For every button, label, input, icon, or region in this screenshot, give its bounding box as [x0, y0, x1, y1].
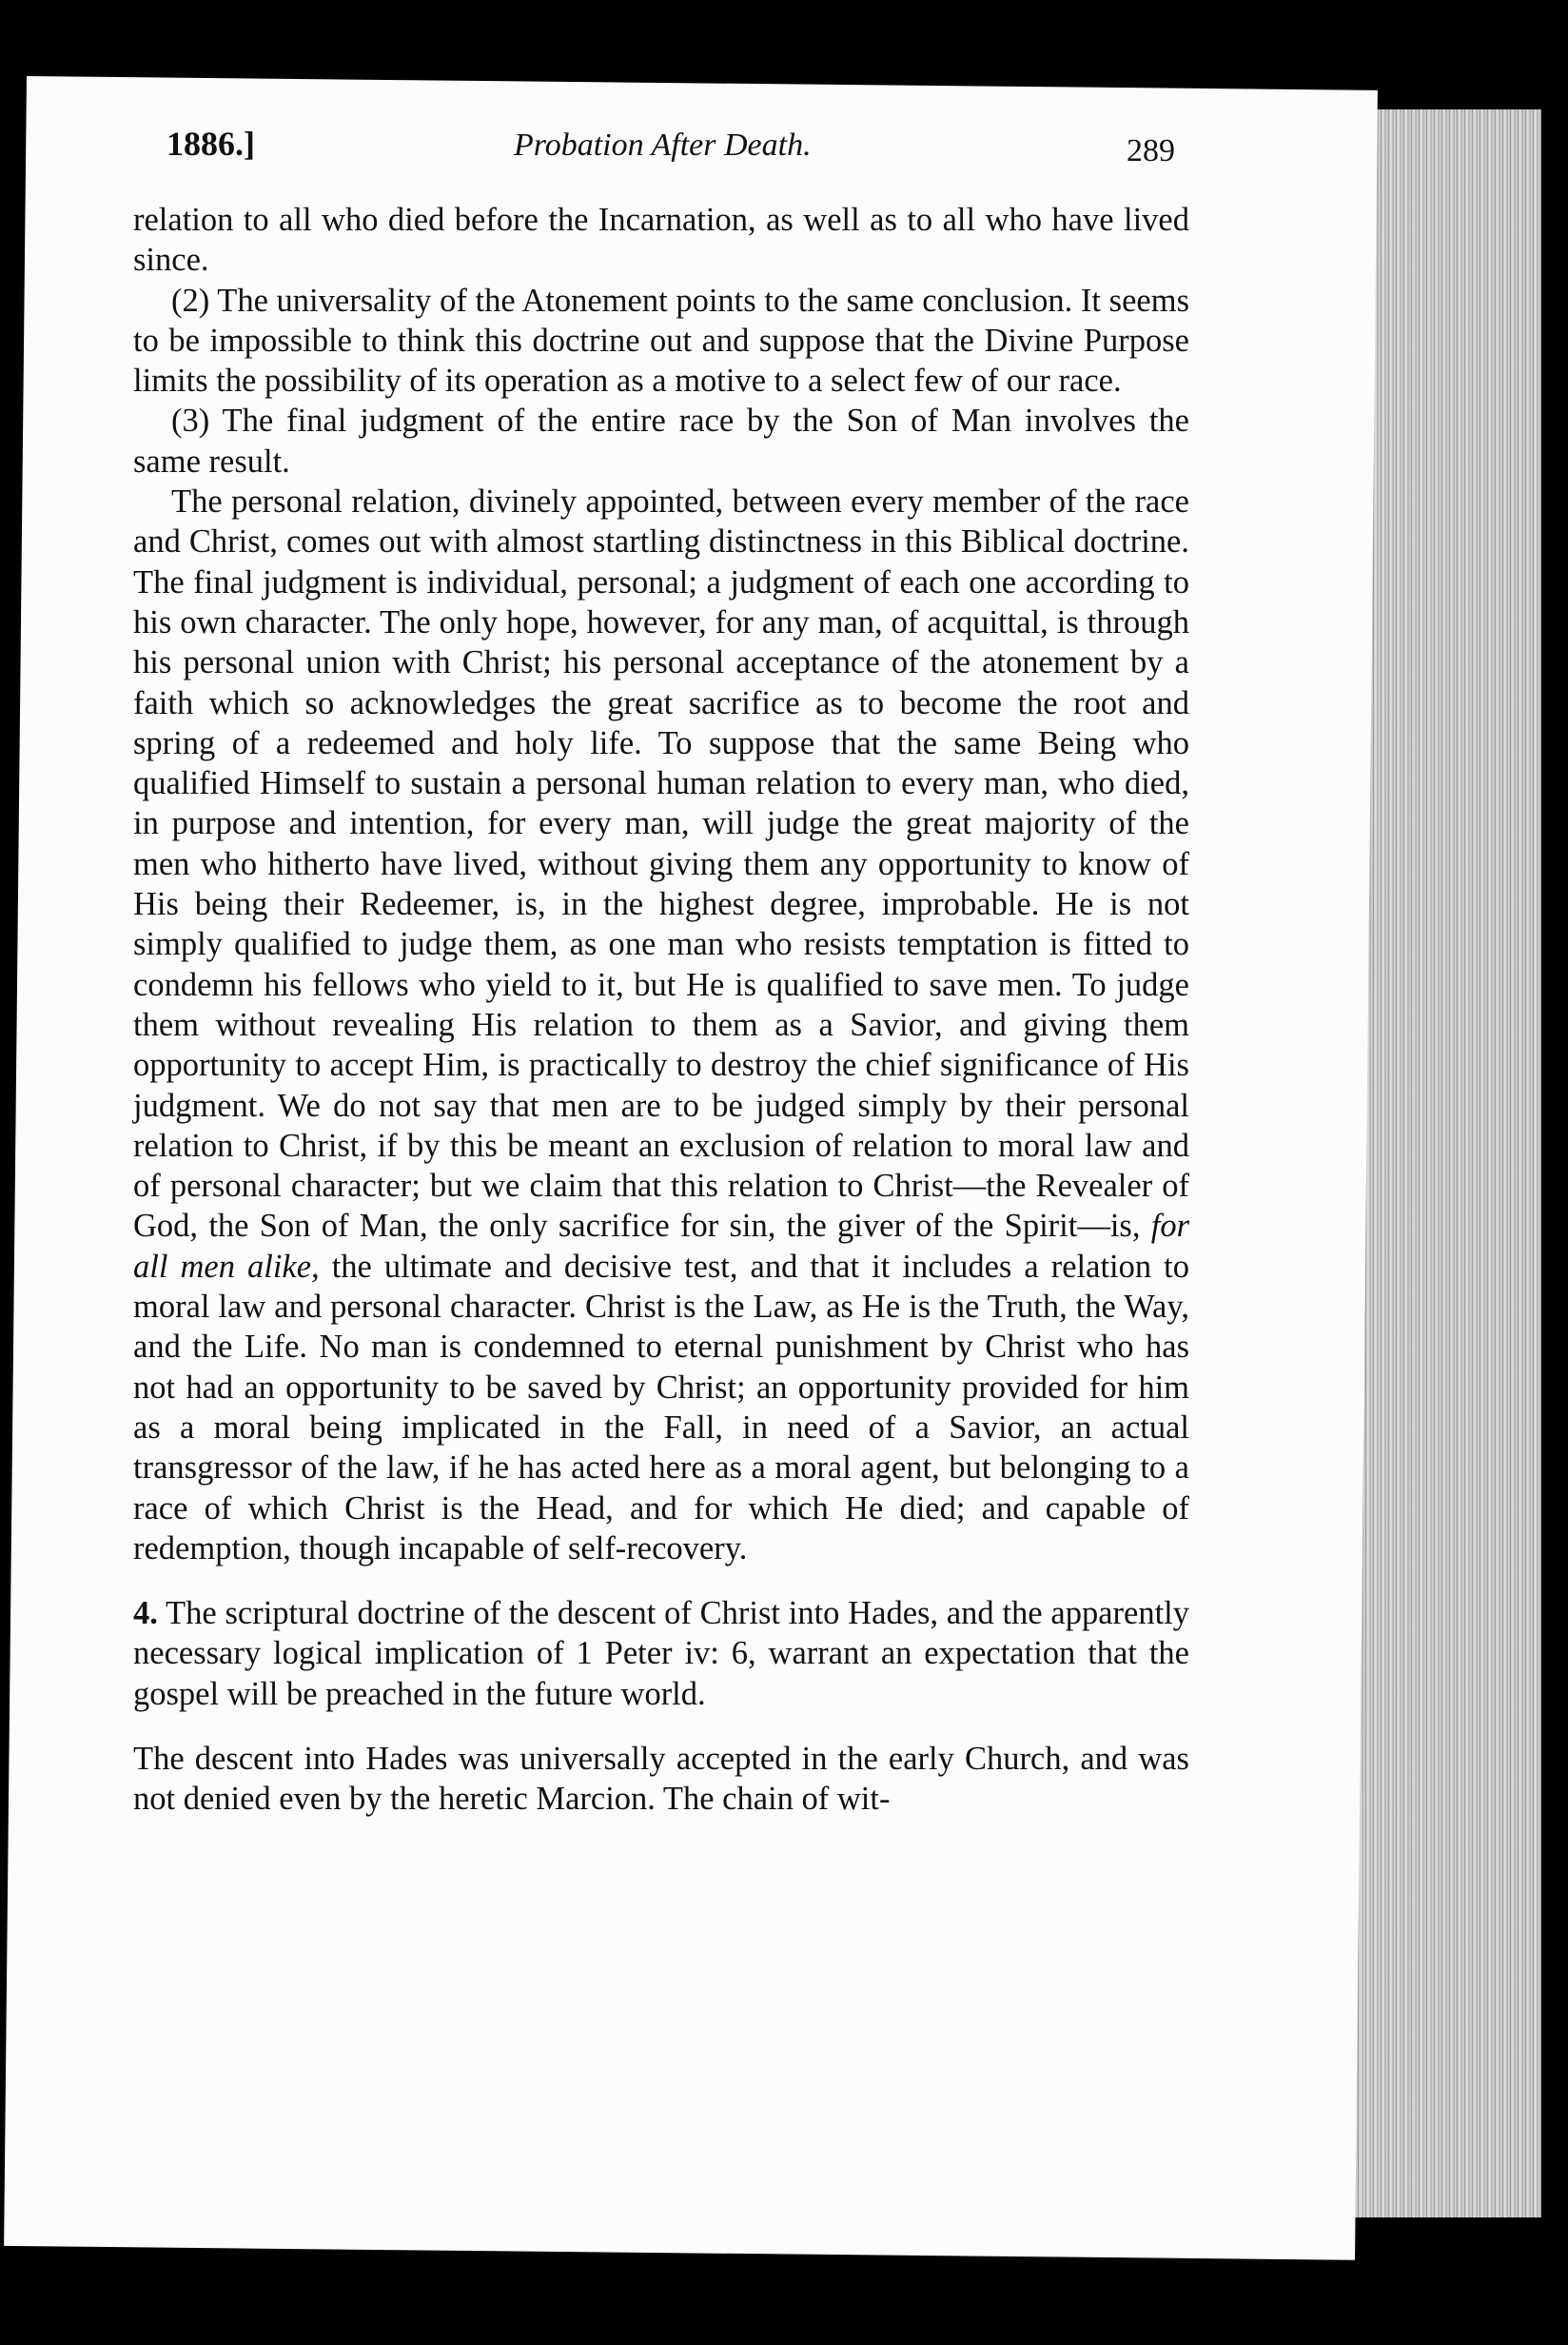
page-edges [1351, 109, 1541, 2217]
page-number: 289 [1127, 133, 1175, 168]
paragraph-thesis-4 [133, 1593, 1189, 1714]
paragraph-text: , the ultimate and decisive test, and that it includes a relation to moral law and personal character. Christ is the Law, as He is the Truth, the Way, and the Life. No man is condemned to eternal punishment by Christ who has not had an opportunity to be saved by Christ; an opportunity provided for him as a moral being implicated in the Fall, in need of a Savior, an actual transgressor of the law, if he has acted here as a moral agent, but belonging to a race of which Christ is the Head, and for which He died; and capable of redemption, though incapable of self-recovery. [133, 1248, 1189, 1567]
thesis-number: 4. [133, 1595, 158, 1632]
paragraph-continuation: relation to all who died before the Incarnation, as well as to all who have lived since. [133, 202, 1189, 279]
paragraph-point-2: (2) The universality of the Atonement points to the same conclusion. It seems to be impossible to think this doctrine out and suppose that the Divine Purpose limits the possibility of its operation as a motive to a select few of our race. [133, 282, 1189, 400]
header-year: 1886.] [167, 125, 255, 163]
page-body [133, 200, 1189, 1820]
page-header [138, 124, 1204, 181]
paragraph-text: The personal relation, divinely appointed, between every member of the race and Christ, comes out with almost startling distinctness in this Biblical doctrine. The final judgment is individual, personal; a judgment of each one according to his own character. The only hope, however, for any man, of acquittal, is through his personal union with Christ; his personal acceptance of the atonement by a faith which so acknowledges the great sacrifice as to become the root and spring of a redeemed and holy life. To suppose that the same Being who qualified Himself to sustain a personal human relation to every man, who died, in purpose and intention, for every man, will judge the great majority of the men who hitherto have lived, without giving them any opportunity to know of His being their Redeemer, is, in the highest degree, improbable. He is not simply qualified to judge them, as one man who resists temptation is fitted to condemn his fellows who yield to it, but He is qualified to save men. To judge them without revealing His relation to them as a Savior, and giving them opportunity to accept Him, is practically to destroy the chief significance of His judgment. We do not say that men are to be judged simply by their personal relation to Christ, if by this be meant an exclusion of relation to moral law and of personal character; but we claim that this relation to Christ—the Revealer of God, the Son of Man, the only sacrifice for sin, the giver of the Spirit—is, [133, 483, 1189, 1245]
running-title: Probation After Death. [514, 128, 812, 163]
paragraph-personal-relation [133, 482, 1189, 1568]
thesis-text: The scriptural doctrine of the descent of Christ into Hades, and the apparently necessary logical implication of 1 Peter iv: 6, warrant an expectation that the gospel will be preached in the future world. [133, 1595, 1189, 1712]
emphasis-text: for all men alike [133, 1208, 1189, 1285]
paragraph-point-3: (3) The final judgment of the entire race by the Son of Man involves the same result. [133, 403, 1189, 480]
paragraph-descent-hades: The descent into Hades was universally accepted in the early Church, and was not denied even by the heretic Marcion. The chain of wit- [133, 1740, 1189, 1818]
